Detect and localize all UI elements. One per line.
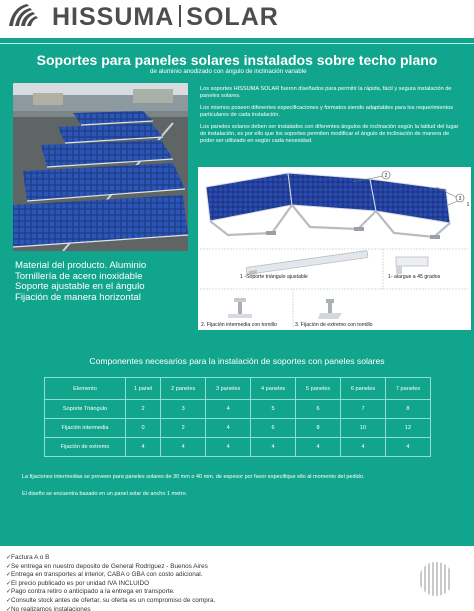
column-header: 4 paneles [251, 378, 296, 400]
table-header-row [45, 378, 431, 400]
table-row [45, 400, 431, 419]
info-list [6, 554, 215, 611]
check-icon: ✓ [6, 572, 12, 579]
feature-item: Tornillería de acero inoxidable [15, 270, 143, 282]
table-row [45, 438, 431, 457]
intro-paragraph: Los mismos poseen diferentes especificaciones y formatos siendo adaptables para los requerimientos particulares de cada instalación. [200, 105, 454, 118]
extension-45-part [396, 257, 428, 274]
table-cell: 7 [341, 400, 386, 419]
info-item [6, 571, 215, 580]
row-label: Fijación intermedia [45, 419, 126, 438]
info-text: El precio publicado es por unidad IVA INCLUIDO [11, 579, 150, 587]
marker-label: 1 [466, 202, 470, 208]
brand-name-left: HISSUMA [52, 3, 175, 31]
table-cell: 4 [341, 438, 386, 457]
table-cell: 6 [251, 419, 296, 438]
intro-paragraph: Los soportes HISSUMA SOLAR fueron diseñados para permitir la rápida, fácil y segura instalación de paneles solares. [200, 86, 452, 99]
table-cell: 4 [206, 419, 251, 438]
note-panel-width: El diseño se encuentra basado en un panel solar de ancho 1 metro. [22, 491, 188, 497]
table-cell: 4 [385, 438, 430, 457]
part-caption: 3. Fijación de extremo con tornillo [295, 322, 373, 328]
top-divider [0, 43, 474, 44]
marker-label: 2 [384, 173, 388, 179]
brand-name-right: SOLAR [186, 3, 279, 31]
check-icon: ✓ [6, 580, 12, 587]
row-label: Soporte Triángulo [45, 400, 126, 419]
rooftop-installation-photo [13, 83, 188, 251]
column-header: 1 panel [126, 378, 161, 400]
table-cell: 6 [296, 400, 341, 419]
table-cell: 4 [206, 438, 251, 457]
intermediate-clamp-part [228, 298, 252, 318]
info-item [6, 563, 215, 572]
components-title: Componentes necesarios para la instalación de soportes con paneles solares [89, 356, 385, 366]
note-thickness: La fijaciones intermedias se proveen para paneles solares de 30 mm o 40 mm. de espesor por favor especifique ello al momento del pedido. [22, 474, 365, 480]
brand-name [52, 3, 279, 32]
header [0, 0, 474, 38]
info-item [6, 588, 215, 597]
table-cell: 3 [161, 400, 206, 419]
check-icon: ✓ [6, 597, 12, 604]
part-caption: 1- alargue a 45 grados [388, 274, 441, 280]
column-header: 6 paneles [341, 378, 386, 400]
table-cell: 4 [251, 438, 296, 457]
column-header: Elemento [45, 378, 126, 400]
check-icon: ✓ [6, 606, 12, 611]
feature-item: Fijación de manera horizontal [15, 291, 141, 303]
info-item [6, 597, 215, 606]
end-clamp-part [318, 299, 342, 319]
check-icon: ✓ [6, 589, 12, 596]
info-text: Se entrega en nuestro deposito de General Rodriguez - Buenos Aires [11, 562, 208, 570]
info-text: Pago contra retiro o anticipado a la entrega en transporte. [11, 588, 175, 596]
table-cell: 8 [296, 419, 341, 438]
row-label: Fijación de extremo [45, 438, 126, 457]
table-cell: 8 [385, 400, 430, 419]
column-header: 5 paneles [296, 378, 341, 400]
components-table [44, 377, 431, 457]
logo-stripes-icon [5, 2, 49, 28]
table-row [45, 419, 431, 438]
page-title: Soportes para paneles solares instalados sobre techo plano [36, 52, 438, 68]
page-subtitle: de aluminio anodizado con ángulo de inclinación variable [150, 68, 307, 75]
check-icon: ✓ [6, 563, 12, 570]
table-cell: 2 [126, 400, 161, 419]
info-text: Entrega en transportes al interior, CABA o GBA con costo adicional. [11, 571, 203, 579]
column-header: 2 paneles [161, 378, 206, 400]
intro-text [200, 86, 462, 150]
marker-label: 3 [458, 196, 462, 202]
info-item [6, 580, 215, 589]
intro-paragraph: Los paneles solares deben ser instalados con diferentes ángulos de inclinación según la latitud del lugar de instalación, es por ello que los soportes permiten modificar el ángulo de inclinación de manera de poder ser utilizado en según cada necesidad. [200, 124, 459, 144]
brand-separator [179, 5, 181, 27]
feature-item: Soporte ajustable en el ángulo [15, 281, 145, 292]
info-item [6, 554, 215, 563]
table-cell: 5 [251, 400, 296, 419]
striped-globe-icon [418, 561, 454, 597]
table-cell: 4 [161, 438, 206, 457]
column-header: 7 paneles [385, 378, 430, 400]
table-cell: 4 [126, 438, 161, 457]
table-cell: 2 [161, 419, 206, 438]
feature-item: Material del producto. Aluminio [15, 260, 147, 271]
part-caption: 2. Fijación intermedia con tornillo [201, 322, 277, 328]
column-header: 3 paneles [206, 378, 251, 400]
check-icon: ✓ [6, 555, 12, 561]
table-cell: 4 [296, 438, 341, 457]
table-cell: 10 [341, 419, 386, 438]
feature-list [15, 261, 146, 303]
info-text: No realizamos instalaciones [11, 605, 91, 611]
panel-array-illustration [198, 167, 471, 330]
triangle-support-part [246, 251, 368, 276]
table-cell: 12 [385, 419, 430, 438]
part-caption: 1 -Soporte triángulo ajustable [240, 274, 308, 280]
parts-diagram [198, 167, 471, 330]
info-text: Consulte stock antes de ofertar, su oferta es un compromiso de compra. [11, 596, 216, 604]
table-cell: 0 [126, 419, 161, 438]
info-item [6, 606, 215, 611]
table-cell: 4 [206, 400, 251, 419]
info-text: Factura A o B [11, 554, 50, 561]
